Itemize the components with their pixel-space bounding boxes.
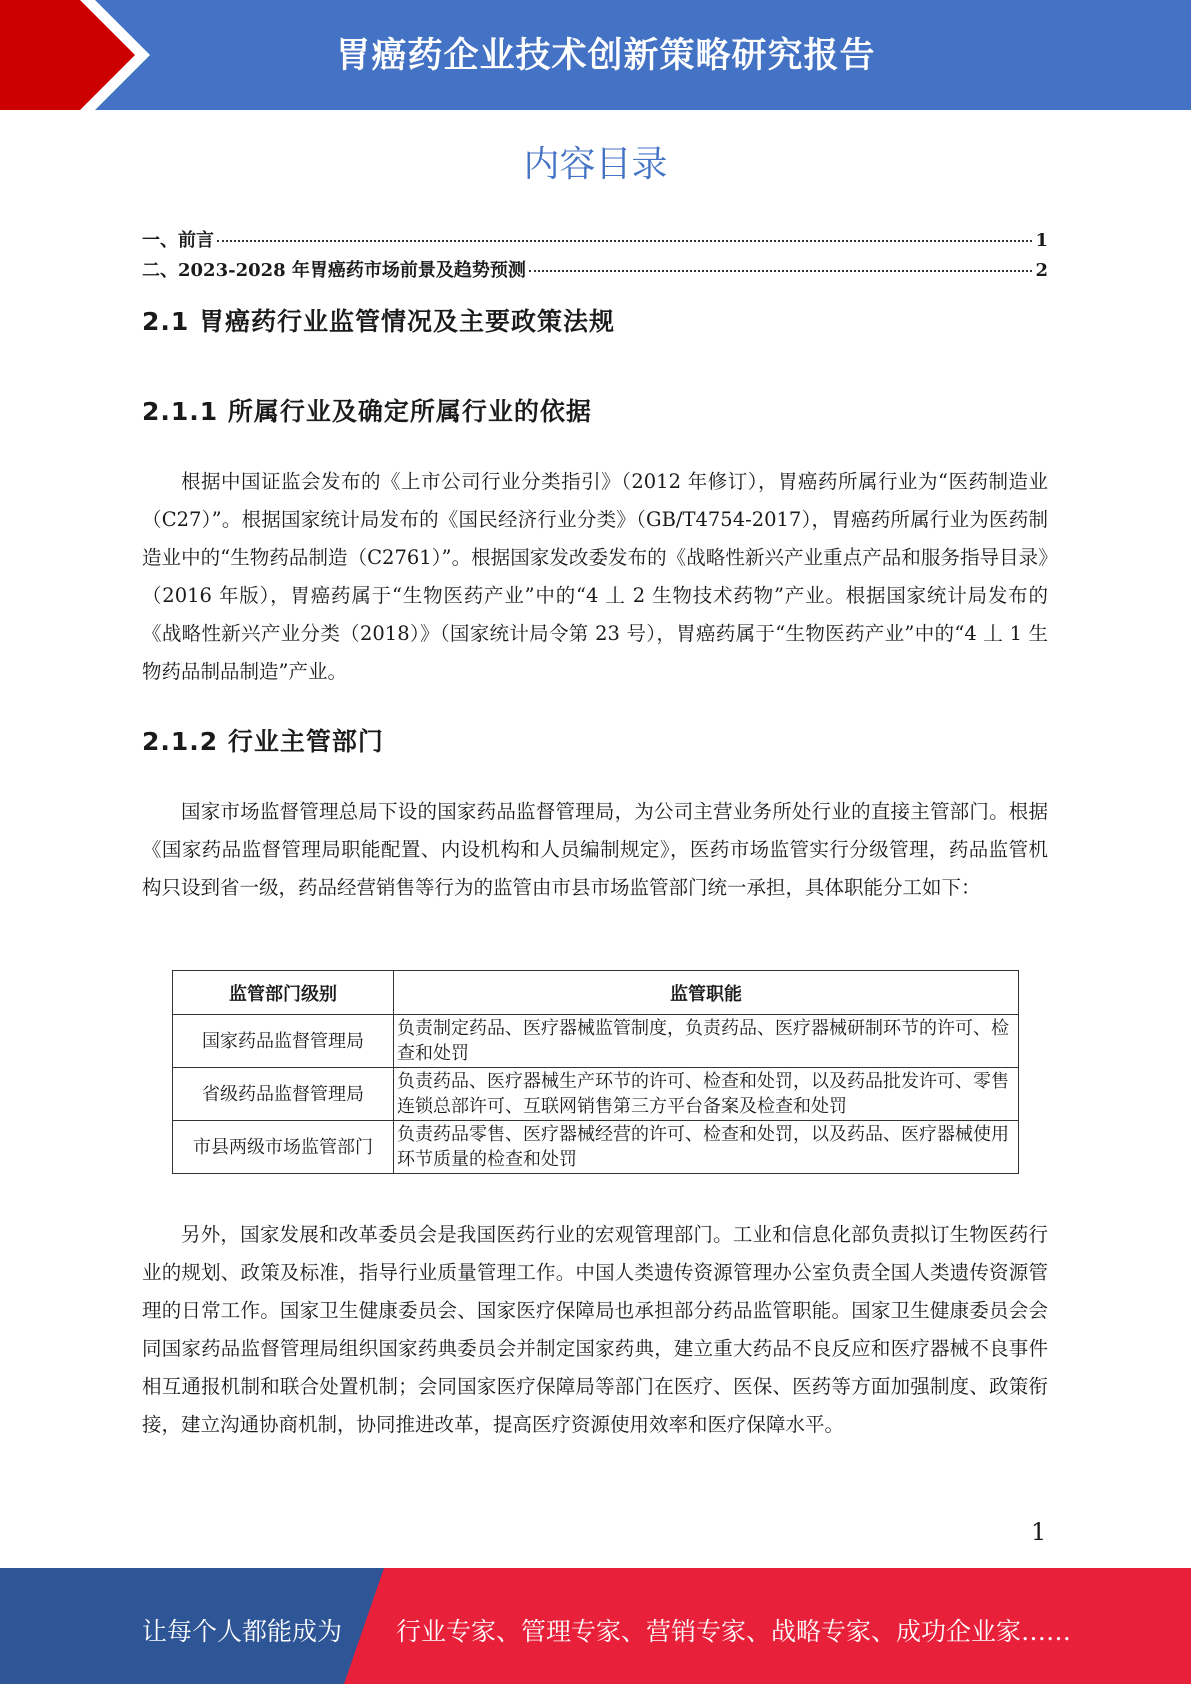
section-heading-2-1-2: 2.1.2 行业主管部门 — [142, 727, 384, 756]
toc-entry-page: 1 — [1035, 230, 1048, 251]
table-cell-duty: 负责药品零售、医疗器械经营的许可、检查和处罚，以及药品、医疗器械使用环节质量的检查和处罚 — [394, 1121, 1019, 1174]
toc-entry[interactable] — [142, 226, 1048, 252]
table-cell-duty: 负责药品、医疗器械生产环节的许可、检查和处罚，以及药品批发许可、零售连锁总部许可、互联网销售第三方平台备案及检查和处罚 — [394, 1068, 1019, 1121]
table-header-cell: 监管职能 — [394, 971, 1019, 1015]
toc-title: 内容目录 — [523, 144, 668, 185]
regulatory-table — [172, 970, 1019, 1174]
table-row — [173, 1068, 1019, 1121]
paragraph-other-authorities: 另外，国家发展和改革委员会是我国医药行业的宏观管理部门。工业和信息化部负责拟订生物医药行业的规划、政策及标准，指导行业质量管理工作。中国人类遗传资源管理办公室负责全国人类遗传资源管理的日常工作。国家卫生健康委员会、国家医疗保障局也承担部分药品监管职能。国家卫生健康委员会会同国家药品监督管理局组织国家药典委员会并制定国家药典，建立重大药品不良反应和医疗器械不良事件相互通报机制和联合处置机制；会同国家医疗保障局等部门在医疗、医保、医药等方面加强制度、政策衔接，建立沟通协商机制，协同推进改革，提高医疗资源使用效率和医疗保障水平。 — [142, 1223, 1048, 1436]
toc-entry-label: 二、2023-2028 年胃癌药市场前景及趋势预测 — [142, 260, 526, 281]
table-cell-level: 市县两级市场监管部门 — [173, 1121, 394, 1174]
paragraph-industry-classification: 根据中国证监会发布的《上市公司行业分类指引》（2012 年修订），胃癌药所属行业为“医药制造业（C27）”。根据国家统计局发布的《国民经济行业分类》（GB/T4754-2017），胃癌药所属行业为医药制造业中的“生物药品制造（C2761）”。根据国家发改委发布的《战略性新兴产业重点产品和服务指导目录》（2016 年版），胃癌药属于“生物医药产业”中的“4 丄 2 生物技术药物”产业。根据国家统计局发布的《战略性新兴产业分类（2018）》（国家统计局令第 23 号），胃癌药属于“生物医药产业”中的“4 丄 1 生物药品制品制造”产业。 — [142, 470, 1048, 683]
table-header-row — [173, 971, 1019, 1015]
toc-entry-label: 一、前言 — [142, 230, 214, 251]
table-cell-level: 省级药品监督管理局 — [173, 1068, 394, 1121]
footer-lead-text: 让每个人都能成为 — [142, 1617, 343, 1646]
section-heading-2-1-1: 2.1.1 所属行业及确定所属行业的依据 — [142, 397, 592, 426]
table-row — [173, 1015, 1019, 1068]
table-cell-level: 国家药品监督管理局 — [173, 1015, 394, 1068]
footer-slogan-text: 行业专家、管理专家、营销专家、战略专家、成功企业家…… — [396, 1617, 1072, 1646]
paragraph-regulators: 国家市场监督管理总局下设的国家药品监督管理局，为公司主营业务所处行业的直接主管部门。根据《国家药品监督管理局职能配置、内设机构和人员编制规定》，医药市场监管实行分级管理，药品监管机构只设到省一级，药品经营销售等行为的监管由市县市场监管部门统一承担，具体职能分工如下： — [142, 800, 1048, 899]
table-header-cell: 监管部门级别 — [173, 971, 394, 1015]
table-row — [173, 1121, 1019, 1174]
document-title: 胃癌药企业技术创新策略研究报告 — [335, 36, 876, 76]
toc-leader-dots — [529, 270, 1033, 272]
table-cell-duty: 负责制定药品、医疗器械监管制度，负责药品、医疗器械研制环节的许可、检查和处罚 — [394, 1015, 1019, 1068]
toc-entry[interactable] — [142, 256, 1048, 282]
toc-leader-dots — [217, 240, 1032, 242]
toc-entry-page: 2 — [1035, 260, 1048, 281]
section-heading-2-1: 2.1 胃癌药行业监管情况及主要政策法规 — [142, 307, 615, 336]
page-number: 1 — [1031, 1518, 1047, 1546]
